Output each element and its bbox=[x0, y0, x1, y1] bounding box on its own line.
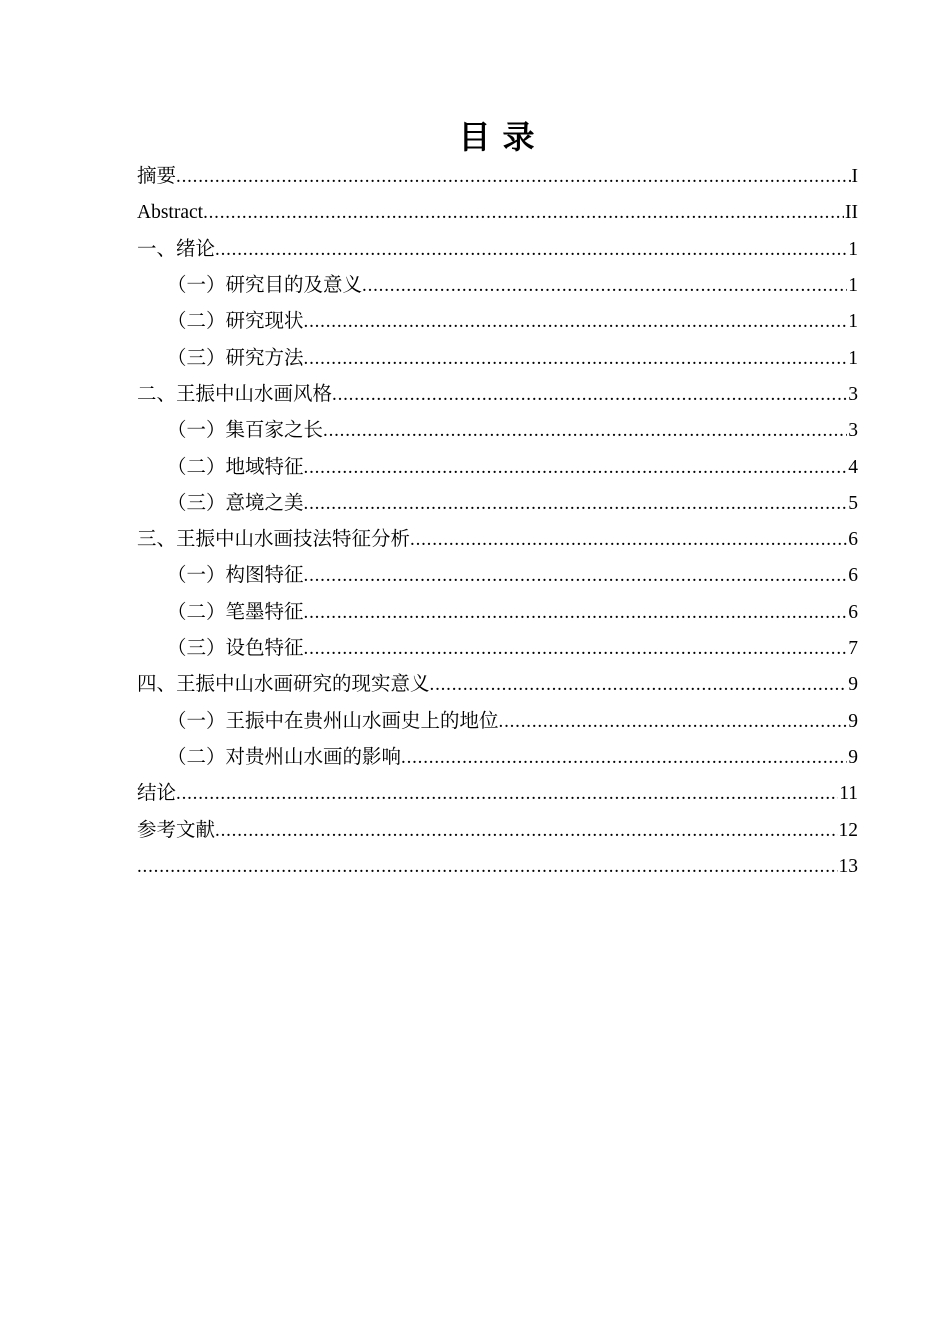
toc-entry-label: 一、绪论 bbox=[137, 238, 216, 260]
toc-leader-dots bbox=[332, 377, 847, 413]
toc-entry[interactable] bbox=[137, 268, 858, 304]
toc-entry-label: （三）研究方法 bbox=[167, 347, 304, 369]
toc-entry-label: 三、王振中山水画技法特征分析 bbox=[137, 529, 411, 551]
toc-entry[interactable] bbox=[137, 813, 858, 849]
toc-entry[interactable] bbox=[137, 776, 858, 812]
toc-entry[interactable] bbox=[137, 450, 858, 486]
toc-entry-page: 9 bbox=[848, 710, 858, 732]
toc-entry[interactable] bbox=[137, 667, 858, 703]
toc-entry[interactable] bbox=[137, 595, 858, 631]
toc-leader-dots bbox=[304, 341, 848, 377]
toc-leader-dots bbox=[304, 595, 848, 631]
toc-entry[interactable] bbox=[137, 341, 858, 377]
toc-entry-page: 5 bbox=[848, 492, 858, 514]
toc-leader-dots bbox=[137, 849, 838, 885]
toc-leader-dots bbox=[362, 268, 847, 304]
toc-entry-label: （二）研究现状 bbox=[167, 311, 304, 333]
toc-entry-label: 二、王振中山水画风格 bbox=[137, 383, 333, 405]
toc-entry-label: 参考文献 bbox=[137, 819, 216, 841]
toc-leader-dots bbox=[304, 631, 848, 667]
toc-entry[interactable] bbox=[137, 377, 858, 413]
toc-leader-dots bbox=[215, 813, 837, 849]
toc-title: 目 录 bbox=[458, 119, 537, 155]
toc-entry-label: （三）意境之美 bbox=[167, 492, 304, 514]
toc-entry-page: I bbox=[851, 166, 858, 187]
toc-entry[interactable] bbox=[137, 232, 858, 268]
toc-leader-dots bbox=[430, 667, 848, 703]
toc-entry[interactable] bbox=[137, 740, 858, 776]
toc-entry[interactable] bbox=[137, 558, 858, 594]
toc-entry[interactable] bbox=[137, 486, 858, 522]
toc-leader-dots bbox=[304, 450, 848, 486]
toc-entry-page: 12 bbox=[838, 819, 858, 841]
toc-entry-page: 1 bbox=[848, 274, 858, 296]
toc-entry-page: 4 bbox=[848, 456, 858, 478]
toc-entry-label: 摘要 bbox=[137, 166, 177, 187]
toc-leader-dots bbox=[176, 776, 838, 812]
toc-entry-label: 四、王振中山水画研究的现实意义 bbox=[137, 674, 430, 696]
toc-entry-page: 1 bbox=[848, 311, 858, 333]
toc-leader-dots bbox=[304, 486, 848, 522]
toc-entry[interactable] bbox=[137, 195, 858, 231]
toc-entry-label: （一）王振中在贵州山水画史上的地位 bbox=[167, 710, 499, 732]
toc-entry-label: 结论 bbox=[137, 783, 177, 805]
toc-entry-label: （三）设色特征 bbox=[167, 638, 304, 660]
toc-entry-label: （一）构图特征 bbox=[167, 565, 304, 587]
toc-entry-page: 6 bbox=[848, 565, 858, 587]
toc-entry[interactable] bbox=[137, 413, 858, 449]
toc-entry-label: Abstract bbox=[137, 202, 204, 224]
toc-list bbox=[137, 159, 858, 885]
toc-leader-dots bbox=[203, 195, 844, 231]
toc-entry[interactable] bbox=[137, 631, 858, 667]
toc-entry-page: 9 bbox=[848, 674, 858, 696]
toc-entry-label: （二）对贵州山水画的影响 bbox=[167, 747, 402, 768]
toc-entry[interactable] bbox=[137, 849, 858, 885]
toc-leader-dots bbox=[215, 232, 847, 268]
toc-entry[interactable] bbox=[137, 304, 858, 340]
toc-entry-page: 6 bbox=[848, 601, 858, 623]
toc-leader-dots bbox=[401, 740, 847, 776]
toc-entry-label: （一）集百家之长 bbox=[167, 420, 324, 442]
toc-entry-label: （二）地域特征 bbox=[167, 456, 304, 478]
toc-entry-page: 6 bbox=[848, 529, 858, 551]
toc-leader-dots bbox=[499, 704, 848, 740]
toc-entry-page: 11 bbox=[839, 783, 858, 805]
toc-entry-page: 13 bbox=[838, 855, 858, 877]
toc-entry-page: 9 bbox=[848, 747, 858, 768]
toc-entry[interactable] bbox=[137, 704, 858, 740]
toc-entry[interactable] bbox=[137, 159, 858, 195]
toc-entry-page: 1 bbox=[848, 238, 858, 260]
toc-leader-dots bbox=[410, 522, 847, 558]
toc-entry-page: II bbox=[845, 202, 858, 224]
toc-leader-dots bbox=[304, 304, 848, 340]
toc-leader-dots bbox=[176, 159, 850, 195]
toc-leader-dots bbox=[323, 413, 847, 449]
toc-leader-dots bbox=[304, 558, 848, 594]
toc-entry[interactable] bbox=[137, 522, 858, 558]
toc-entry-label: （二）笔墨特征 bbox=[167, 601, 304, 623]
toc-entry-page: 7 bbox=[848, 638, 858, 660]
toc-entry-page: 3 bbox=[848, 383, 858, 405]
toc-entry-page: 1 bbox=[848, 347, 858, 369]
toc-entry-label: （一）研究目的及意义 bbox=[167, 274, 363, 296]
toc-entry-page: 3 bbox=[848, 420, 858, 442]
